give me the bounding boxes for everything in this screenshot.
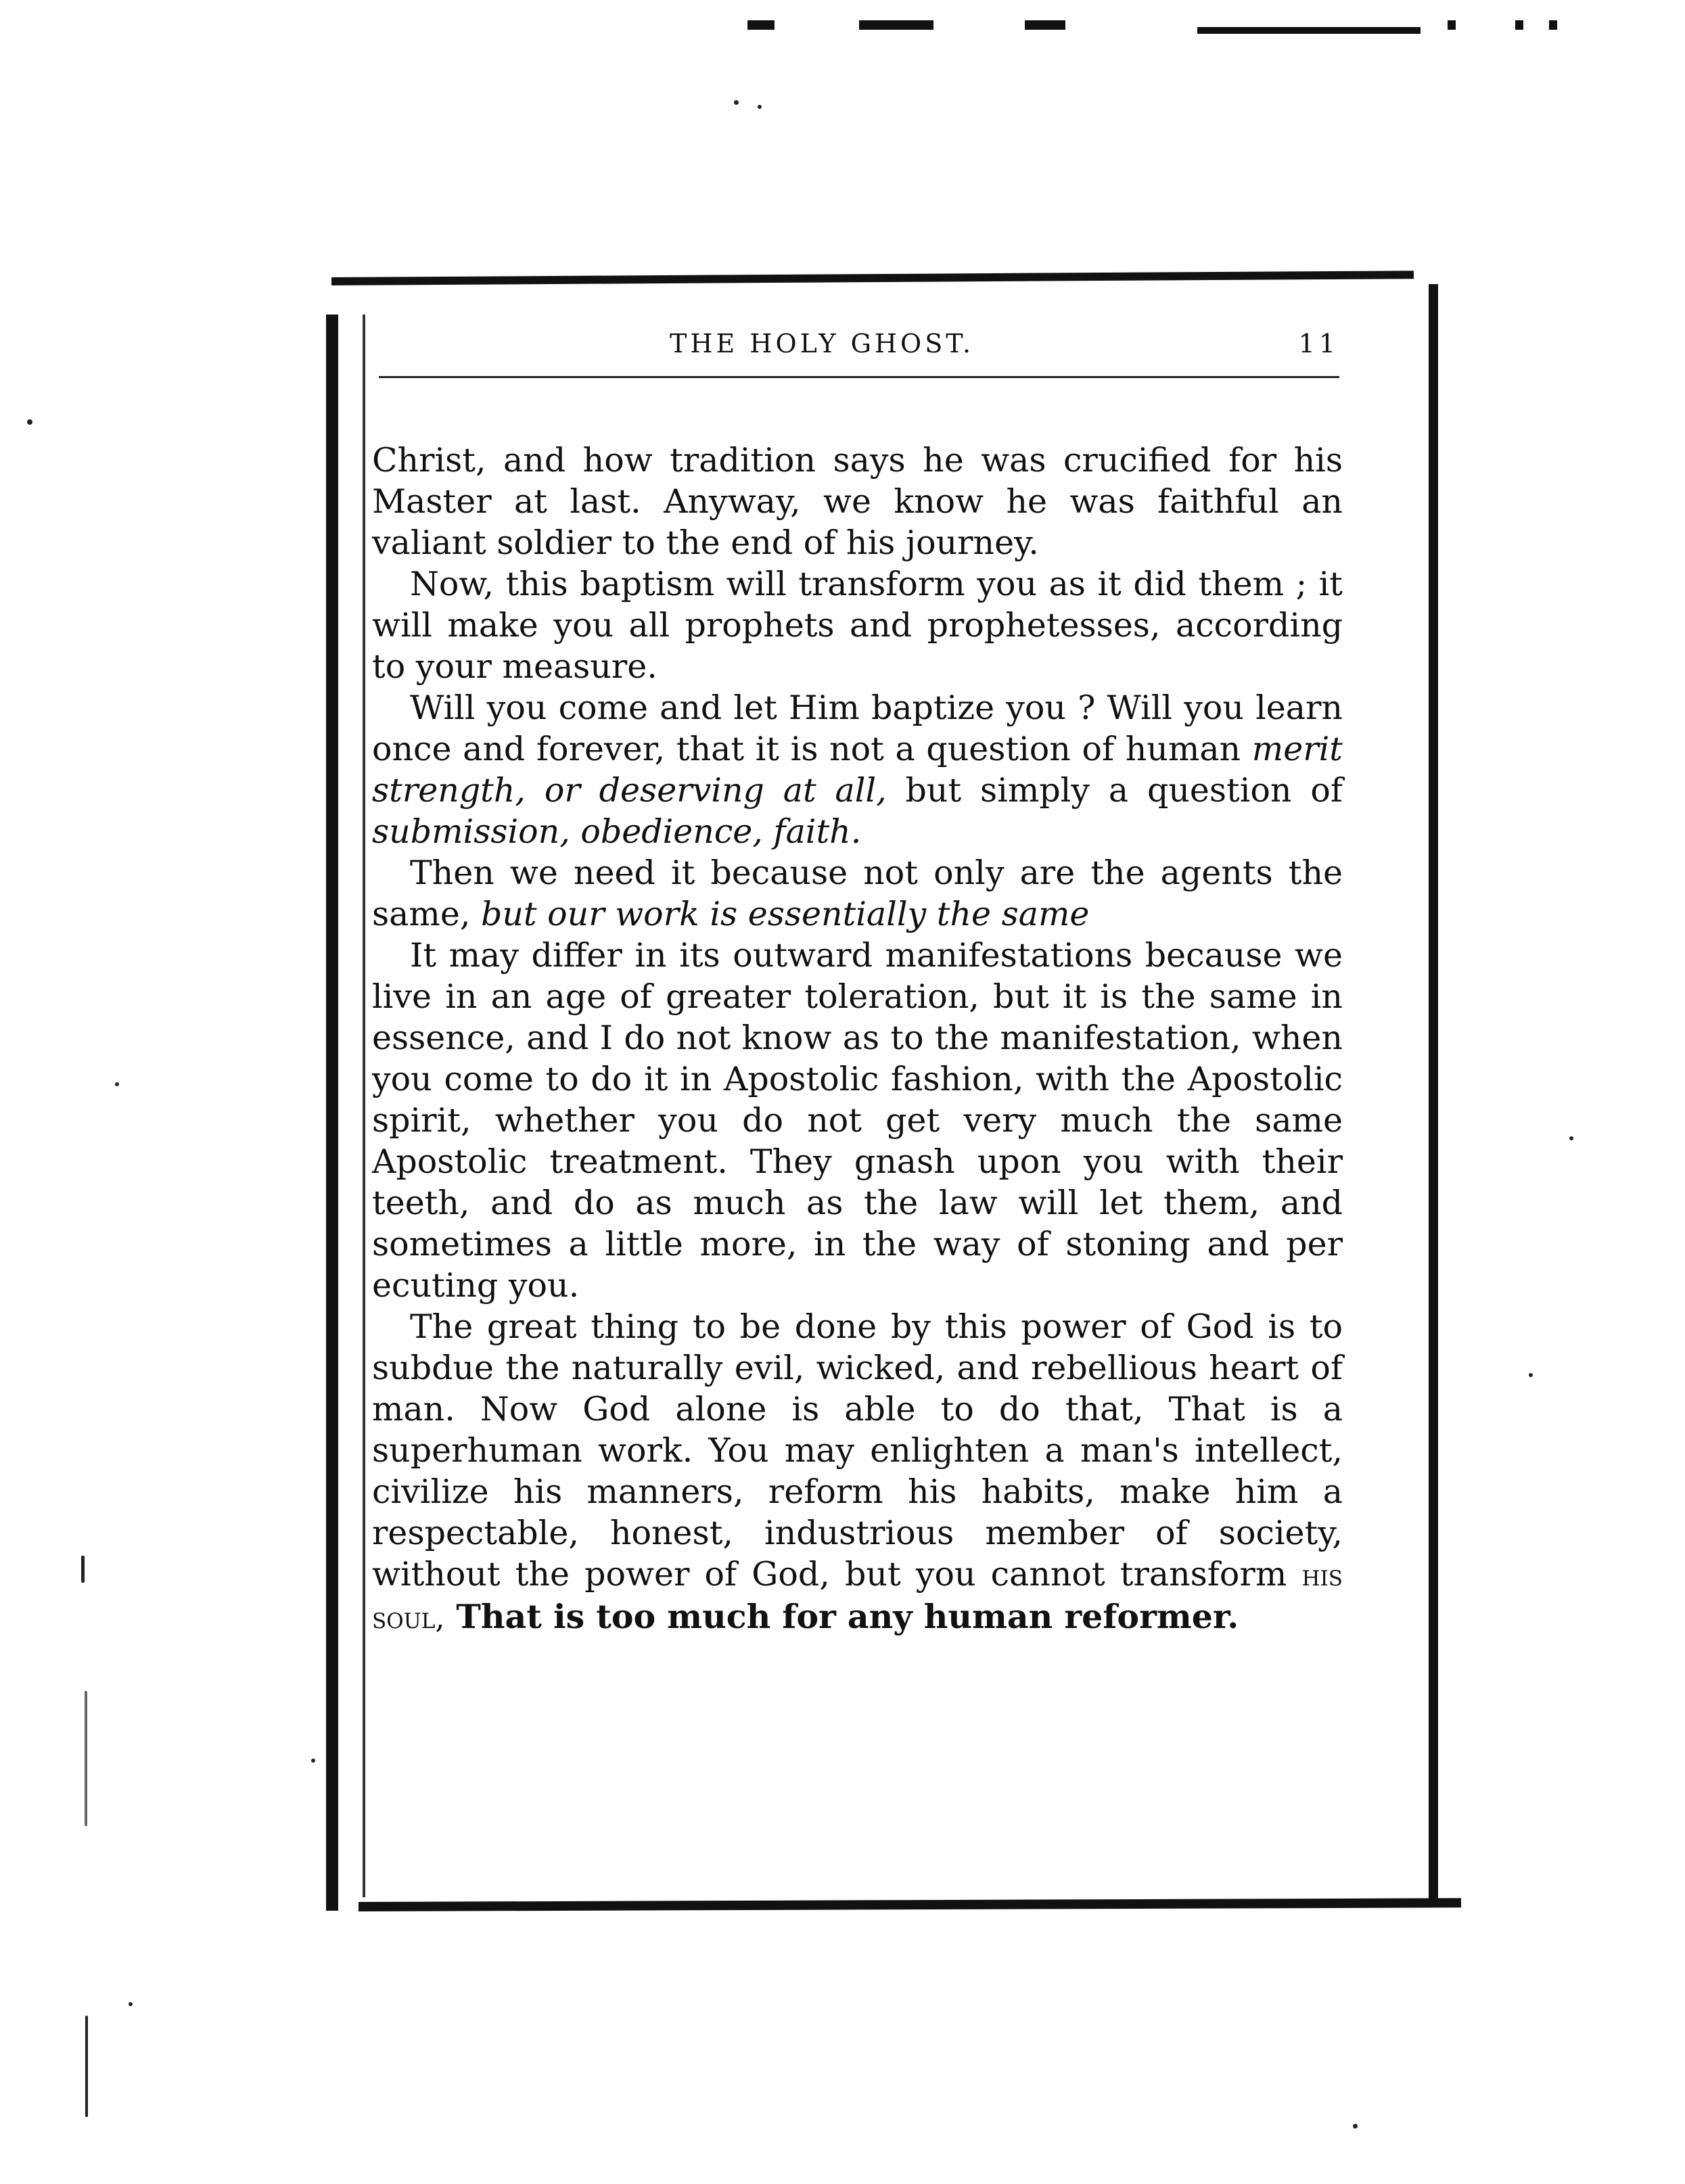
scan-artifact: [1515, 20, 1523, 30]
paragraph: Christ, and how tradition says he was crucified for his Master at last. Anyway, we know he was faithful an valiant soldier to the end of his journey.: [372, 441, 1343, 562]
header-rule: [379, 376, 1339, 378]
paragraph-text: The great thing to be done by this power of God is to subdue the naturally evil, wicked, and rebellious heart of man. Now God alone is able to do that, That is a superhuman work. You may enlighten a man's intellect, civilize his manners, reform his habits, make him a respectable, honest, industrious member of society, without the power of God, but you cannot transform: [372, 1307, 1343, 1594]
page-number: 11: [1298, 329, 1339, 358]
paragraph-text: That is too much for any human reformer.: [444, 1597, 1239, 1636]
page-border-right: [1429, 284, 1438, 1904]
scan-artifact: [1197, 27, 1421, 34]
paragraph: Now, this baptism will transform you as it did them ; it will make you all prophets and prophetesses, according to your measure.: [372, 565, 1343, 686]
scan-speck: [1569, 1136, 1573, 1140]
paragraph: [372, 687, 1343, 852]
small-caps-phrase: his soul,: [372, 1558, 1343, 1635]
scan-speck: [758, 105, 762, 109]
page-body: [372, 440, 1343, 1639]
scan-speck: [1353, 2124, 1358, 2129]
paragraph: [372, 852, 1343, 935]
paragraph: It may differ in its outward manifestations because we live in an age of greater toleration, but it is the same in essence, and I do not know as to the manifestation, when you come to do it in Apostolic fashion, with the Apostolic spirit, whether you do not get very much the same Apostolic treatment. They gnash upon you with their teeth, and do as much as the law will let them, and sometimes a little more, in the way of stoning and per ecuting you.: [372, 936, 1343, 1305]
page-border-inner-left: [363, 315, 365, 1897]
paragraph-text: but simply a question of: [886, 771, 1343, 810]
italic-phrase: submission, obedience, faith.: [372, 812, 862, 851]
page-border-left: [326, 315, 338, 1911]
italic-phrase: but our work is essentially the same: [480, 895, 1090, 933]
scan-speck: [85, 2016, 88, 2117]
scan-speck: [81, 1556, 85, 1583]
scan-speck: [85, 1691, 87, 1826]
scan-speck: [1529, 1373, 1533, 1377]
paragraph: [372, 1306, 1343, 1639]
paragraph-text: Then we need it because not only are the agents the same,: [372, 854, 1343, 933]
scan-speck: [115, 1082, 119, 1086]
scan-artifact: [1549, 20, 1557, 30]
paragraph-text: Will you come and let Him baptize you ? Will you learn once and forever, that it is not a question of human: [372, 689, 1343, 768]
page-border-top: [331, 271, 1414, 285]
scan-artifact: [859, 20, 933, 30]
scan-speck: [734, 100, 739, 105]
scan-artifact: [1025, 20, 1065, 30]
italic-phrase: merit strength, or deserving at all,: [372, 730, 1343, 810]
scan-artifact: [1448, 20, 1456, 30]
scan-speck: [129, 2002, 133, 2006]
scan-artifact: [747, 20, 775, 30]
running-title: THE HOLY GHOST.: [670, 329, 975, 358]
running-head: [379, 323, 1339, 364]
scan-speck: [27, 419, 32, 425]
scan-speck: [311, 1759, 315, 1763]
page-border-bottom: [359, 1898, 1461, 1911]
